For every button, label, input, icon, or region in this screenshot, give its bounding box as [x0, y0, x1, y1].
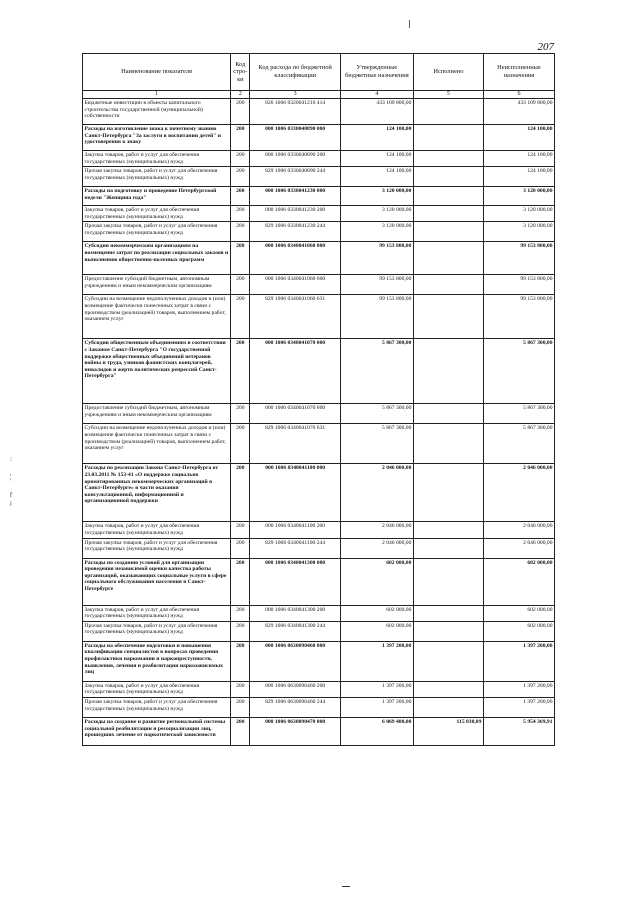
row-line-code: 200: [231, 339, 250, 404]
row-executed-amount: [413, 167, 483, 187]
row-classification-code: 000 1006 0330041230 200: [250, 206, 340, 222]
row-line-code: 200: [231, 538, 250, 558]
row-line-code: 200: [231, 167, 250, 187]
row-classification-code: 000 1006 0340041100 000: [250, 464, 340, 522]
row-name: Расходы на подготовку и проведение Петербургской недели "Женщина года": [83, 187, 231, 206]
row-approved-amount: 99 153 800,00: [340, 242, 413, 275]
table-row: [83, 339, 555, 404]
table-row: [83, 522, 555, 538]
row-classification-code: 826 1006 0320041210 414: [250, 99, 340, 125]
row-classification-code: 000 1006 0330041230 000: [250, 187, 340, 206]
row-name: Расходы на обеспечение подготовки и повышения квалификации специалистов в вопросах проведения профилактики наркомании и наркопреступности, выявления, лечения и реабилитации наркозависимых лиц: [83, 641, 231, 681]
row-approved-amount: 1 397 200,00: [340, 697, 413, 717]
row-name: Предоставление субсидий бюджетным, автономным учреждениям и иным некоммерческим организациям: [83, 404, 231, 424]
row-name: Расходы по созданию условий для организации проведения независимой оценки качества работы организаций, оказывающих социальные услуги в сфере социального обслуживания населения в Санкт-Петербурге: [83, 558, 231, 605]
row-approved-amount: 5 867 300,00: [340, 339, 413, 404]
bottom-dash-mark: [342, 886, 350, 887]
column-number-row: [83, 91, 555, 99]
row-name: Закупка товаров, работ и услуг для обеспечения государственных (муниципальных) нужд: [83, 522, 231, 538]
row-line-code: 200: [231, 295, 250, 339]
row-approved-amount: 2 046 000,00: [340, 464, 413, 522]
row-name: Субсидии на возмещение недополученных доходов и (или) возмещение фактически понесенных затрат в связи с производством (реализацией) товаров, выполнением работ, оказанием услуг: [83, 295, 231, 339]
row-line-code: 200: [231, 522, 250, 538]
row-executed-amount: [413, 242, 483, 275]
table-row: [83, 558, 555, 605]
row-unexecuted-amount: 3 120 000,00: [483, 206, 554, 222]
row-unexecuted-amount: 5 867 300,00: [483, 424, 554, 464]
row-line-code: 200: [231, 605, 250, 621]
row-executed-amount: [413, 151, 483, 167]
row-name: Прочая закупка товаров, работ и услуг для обеспечения государственных (муниципальных) нужд: [83, 621, 231, 641]
row-approved-amount: 124 100,00: [340, 167, 413, 187]
row-classification-code: 829 1006 0630090460 244: [250, 697, 340, 717]
row-executed-amount: [413, 125, 483, 151]
table-row: [83, 167, 555, 187]
row-classification-code: 000 1006 0340041060 000: [250, 242, 340, 275]
table-row: [83, 464, 555, 522]
row-name: Субсидии на возмещение недополученных доходов и (или) возмещение фактически понесенных затрат в связи с производством (реализацией) товаров, выполнением работ, оказанием услуг: [83, 424, 231, 464]
row-executed-amount: [413, 295, 483, 339]
row-classification-code: 000 1006 0630090470 000: [250, 717, 340, 745]
row-name: Субсидии общественным объединениям в соответствии с Законом Санкт-Петербурга "О государственной поддержке общественных объединений ветеранов войны и труда, узников фашистских концлагерей, инвалидов и жертв политических репрессий Санкт-Петербурга": [83, 339, 231, 404]
table-row: [83, 206, 555, 222]
header-name: Наименование показателя: [83, 54, 231, 91]
row-classification-code: 829 1006 0340041070 631: [250, 424, 340, 464]
row-name: Прочая закупка товаров, работ и услуг для обеспечения государственных (муниципальных) нужд: [83, 538, 231, 558]
row-unexecuted-amount: 3 120 000,00: [483, 222, 554, 242]
row-classification-code: 000 1006 0340041300 200: [250, 605, 340, 621]
row-approved-amount: 124 100,00: [340, 125, 413, 151]
row-executed-amount: [413, 558, 483, 605]
margin-scan-marks: : ¦ ř ǂ: [10, 455, 13, 508]
row-approved-amount: 2 046 000,00: [340, 522, 413, 538]
row-executed-amount: [413, 605, 483, 621]
row-line-code: 200: [231, 187, 250, 206]
row-name: Расходы по реализации Закона Санкт-Петербурга от 23.03.2011 № 153-41 «О поддержке социально ориентированных некоммерческих организаций в Санкт-Петербурге» в части оказания консультационной, информационной и организационной поддержки: [83, 464, 231, 522]
row-line-code: 200: [231, 151, 250, 167]
header-classification: Код расхода по бюджетной классификации: [250, 54, 340, 91]
row-executed-amount: [413, 464, 483, 522]
table-row: [83, 242, 555, 275]
row-classification-code: 000 1006 0330040890 000: [250, 125, 340, 151]
row-approved-amount: 602 000,00: [340, 621, 413, 641]
row-executed-amount: [413, 339, 483, 404]
column-number: 6: [483, 91, 554, 99]
row-unexecuted-amount: 5 867 300,00: [483, 339, 554, 404]
row-executed-amount: [413, 404, 483, 424]
row-unexecuted-amount: 1 397 200,00: [483, 681, 554, 697]
row-approved-amount: 3 120 000,00: [340, 187, 413, 206]
table-row: [83, 99, 555, 125]
row-executed-amount: [413, 187, 483, 206]
row-approved-amount: 433 109 800,00: [340, 99, 413, 125]
row-line-code: 200: [231, 404, 250, 424]
row-approved-amount: 3 120 000,00: [340, 222, 413, 242]
row-name: Закупка товаров, работ и услуг для обеспечения государственных (муниципальных) нужд: [83, 681, 231, 697]
table-row: [83, 681, 555, 697]
row-classification-code: 829 1006 0340041300 244: [250, 621, 340, 641]
column-number: 1: [83, 91, 231, 99]
row-name: Расходы на создание и развитие региональной системы социальной реабилитации и ресоциализации лиц, прошедших лечение от наркотической зависимости: [83, 717, 231, 745]
row-unexecuted-amount: 1 397 200,00: [483, 697, 554, 717]
row-classification-code: 829 1006 0340041060 631: [250, 295, 340, 339]
table-row: [83, 621, 555, 641]
column-number: 3: [250, 91, 340, 99]
row-classification-code: 829 1006 0330040890 244: [250, 167, 340, 187]
table-row: [83, 295, 555, 339]
column-number: 5: [413, 91, 483, 99]
row-name: Расходы на изготовление знака к почетному званию Санкт-Петербурга "За заслуги в воспитании детей" и удостоверения к знаку: [83, 125, 231, 151]
row-executed-amount: [413, 681, 483, 697]
row-name: Субсидии некоммерческим организациям на возмещение затрат по реализации социальных заказов и выполнению общественно-полезных программ: [83, 242, 231, 275]
row-unexecuted-amount: 124 100,00: [483, 151, 554, 167]
row-classification-code: 000 1006 0340041100 200: [250, 522, 340, 538]
row-line-code: 200: [231, 125, 250, 151]
table-row: [83, 538, 555, 558]
table-row: [83, 222, 555, 242]
row-line-code: 200: [231, 641, 250, 681]
row-unexecuted-amount: 5 954 369,91: [483, 717, 554, 745]
row-unexecuted-amount: 99 153 800,00: [483, 242, 554, 275]
row-unexecuted-amount: 602 000,00: [483, 558, 554, 605]
row-unexecuted-amount: 2 046 000,00: [483, 464, 554, 522]
header-unexecuted: Неисполненные назначения: [483, 54, 554, 91]
row-classification-code: 829 1006 0340041100 244: [250, 538, 340, 558]
row-executed-amount: 115 030,09: [413, 717, 483, 745]
table-row: [83, 404, 555, 424]
row-approved-amount: 602 000,00: [340, 558, 413, 605]
row-line-code: 200: [231, 424, 250, 464]
row-unexecuted-amount: 99 153 800,00: [483, 275, 554, 295]
row-executed-amount: [413, 621, 483, 641]
table-row: [83, 641, 555, 681]
row-unexecuted-amount: 1 397 200,00: [483, 641, 554, 681]
header-executed: Исполнено: [413, 54, 483, 91]
row-line-code: 200: [231, 275, 250, 295]
row-approved-amount: 5 867 300,00: [340, 424, 413, 464]
row-unexecuted-amount: 3 120 000,00: [483, 187, 554, 206]
row-unexecuted-amount: 2 046 000,00: [483, 538, 554, 558]
row-line-code: 200: [231, 621, 250, 641]
scan-tick-mark: [409, 20, 410, 28]
row-name: Закупка товаров, работ и услуг для обеспечения государственных (муниципальных) нужд: [83, 605, 231, 621]
row-line-code: 200: [231, 558, 250, 605]
row-executed-amount: [413, 275, 483, 295]
row-line-code: 200: [231, 242, 250, 275]
page-number: 207: [537, 41, 554, 53]
row-approved-amount: 5 867 300,00: [340, 404, 413, 424]
table-row: [83, 605, 555, 621]
row-name: Закупка товаров, работ и услуг для обеспечения государственных (муниципальных) нужд: [83, 151, 231, 167]
row-approved-amount: 1 397 200,00: [340, 641, 413, 681]
row-name: Прочая закупка товаров, работ и услуг для обеспечения государственных (муниципальных) нужд: [83, 167, 231, 187]
table-row: [83, 275, 555, 295]
budget-execution-table: [82, 53, 555, 746]
row-executed-amount: [413, 424, 483, 464]
row-classification-code: 000 1006 0340041070 600: [250, 404, 340, 424]
row-classification-code: 000 1006 0340041060 600: [250, 275, 340, 295]
row-line-code: 200: [231, 222, 250, 242]
row-name: Прочая закупка товаров, работ и услуг для обеспечения государственных (муниципальных) нужд: [83, 222, 231, 242]
row-name: Прочая закупка товаров, работ и услуг для обеспечения государственных (муниципальных) нужд: [83, 697, 231, 717]
row-line-code: 200: [231, 697, 250, 717]
row-unexecuted-amount: 5 867 300,00: [483, 404, 554, 424]
row-classification-code: 000 1006 0330040890 200: [250, 151, 340, 167]
row-line-code: 200: [231, 206, 250, 222]
row-approved-amount: 602 000,00: [340, 605, 413, 621]
row-executed-amount: [413, 697, 483, 717]
row-approved-amount: 2 046 000,00: [340, 538, 413, 558]
header-approved: Утвержденные бюджетные назначения: [340, 54, 413, 91]
row-line-code: 200: [231, 681, 250, 697]
table-row: [83, 187, 555, 206]
row-line-code: 200: [231, 464, 250, 522]
row-approved-amount: 3 120 000,00: [340, 206, 413, 222]
row-approved-amount: 124 100,00: [340, 151, 413, 167]
budget-table-container: [82, 53, 555, 746]
row-executed-amount: [413, 641, 483, 681]
row-name: Бюджетные инвестиции в объекты капитального строительства государственной (муниципальной) собственности: [83, 99, 231, 125]
row-executed-amount: [413, 538, 483, 558]
row-unexecuted-amount: 2 046 000,00: [483, 522, 554, 538]
row-name: Закупка товаров, работ и услуг для обеспечения государственных (муниципальных) нужд: [83, 206, 231, 222]
row-unexecuted-amount: 602 000,00: [483, 605, 554, 621]
row-classification-code: 000 1006 0630090460 200: [250, 681, 340, 697]
table-header-row: [83, 54, 555, 91]
row-approved-amount: 6 069 400,00: [340, 717, 413, 745]
row-approved-amount: 1 397 200,00: [340, 681, 413, 697]
row-classification-code: 829 1006 0330041230 244: [250, 222, 340, 242]
row-approved-amount: 99 153 800,00: [340, 275, 413, 295]
row-line-code: 200: [231, 99, 250, 125]
header-code: Код стро-ки: [231, 54, 250, 91]
row-line-code: 200: [231, 717, 250, 745]
table-row: [83, 151, 555, 167]
row-executed-amount: [413, 222, 483, 242]
row-unexecuted-amount: 433 109 800,00: [483, 99, 554, 125]
column-number: 4: [340, 91, 413, 99]
row-executed-amount: [413, 99, 483, 125]
table-row: [83, 424, 555, 464]
row-unexecuted-amount: 602 000,00: [483, 621, 554, 641]
row-unexecuted-amount: 124 100,00: [483, 125, 554, 151]
table-body: [83, 99, 555, 746]
table-row: [83, 125, 555, 151]
row-classification-code: 000 1006 0340041070 000: [250, 339, 340, 404]
row-executed-amount: [413, 522, 483, 538]
row-executed-amount: [413, 206, 483, 222]
row-unexecuted-amount: 99 153 800,00: [483, 295, 554, 339]
row-name: Предоставление субсидий бюджетным, автономным учреждениям и иным некоммерческим организациям: [83, 275, 231, 295]
row-classification-code: 000 1006 0630090460 000: [250, 641, 340, 681]
row-unexecuted-amount: 124 100,00: [483, 167, 554, 187]
row-approved-amount: 99 153 800,00: [340, 295, 413, 339]
row-classification-code: 000 1006 0340041300 000: [250, 558, 340, 605]
table-row: [83, 717, 555, 745]
column-number: 2: [231, 91, 250, 99]
table-row: [83, 697, 555, 717]
